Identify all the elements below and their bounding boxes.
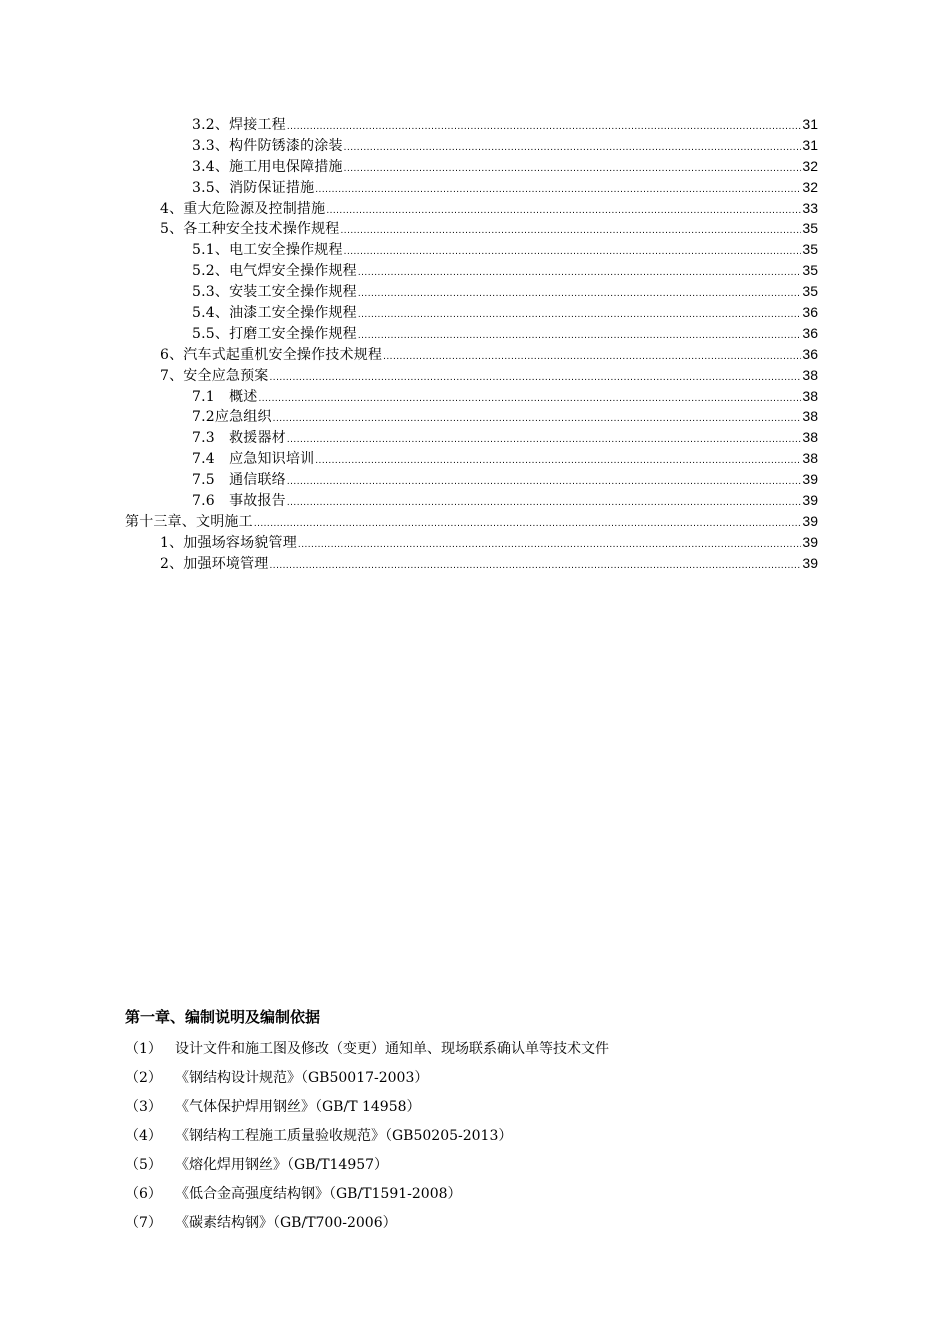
- basis-list-item: [125, 1180, 825, 1209]
- toc-entry[interactable]: [0, 406, 950, 427]
- basis-list-item: [125, 1209, 825, 1238]
- toc-entry[interactable]: [0, 114, 950, 135]
- toc-page-number: 33: [802, 199, 818, 216]
- toc-label: 7.5 通信联络: [192, 472, 286, 489]
- toc-label: 7.2应急组织: [192, 409, 272, 426]
- toc-entry[interactable]: [0, 135, 950, 156]
- toc-label: 7.3 救援器材: [192, 430, 286, 447]
- toc-entry[interactable]: [0, 302, 950, 323]
- toc-entry[interactable]: [0, 177, 950, 198]
- toc-label: 5.3、安装工安全操作规程: [192, 284, 357, 301]
- toc-leader: [270, 556, 802, 577]
- chapter-section: [125, 1005, 825, 1238]
- basis-item-text: 《钢结构设计规范》（GB50017-2003）: [175, 1070, 429, 1086]
- toc-entry[interactable]: [0, 490, 950, 511]
- toc-label: 5.2、电气焊安全操作规程: [192, 263, 357, 280]
- toc-page-number: 35: [802, 262, 818, 279]
- basis-list-item: [125, 1064, 825, 1093]
- basis-item-number: （4）: [125, 1128, 162, 1144]
- basis-list-item: [125, 1151, 825, 1180]
- basis-item-number: （3）: [125, 1099, 162, 1115]
- table-of-contents: [0, 114, 950, 574]
- toc-entry[interactable]: [0, 218, 950, 239]
- toc-label: 7.4 应急知识培训: [192, 451, 315, 468]
- toc-page-number: 31: [802, 136, 818, 153]
- toc-label: 5.4、油漆工安全操作规程: [192, 305, 357, 322]
- toc-label: 3.5、消防保证措施: [192, 179, 315, 196]
- toc-page-number: 35: [802, 283, 818, 300]
- toc-label: 第十三章、文明施工: [125, 513, 253, 530]
- toc-entry[interactable]: [0, 198, 950, 219]
- toc-label: 3.3、构件防锈漆的涂装: [192, 137, 343, 154]
- toc-page-number: 39: [802, 533, 818, 550]
- basis-item-number: （7）: [125, 1215, 162, 1231]
- basis-item-number: （1）: [125, 1041, 162, 1057]
- toc-page-number: 38: [802, 408, 818, 425]
- toc-page-number: 35: [802, 241, 818, 258]
- basis-item-text: 设计文件和施工图及修改（变更）通知单、现场联系确认单等技术文件: [175, 1041, 609, 1057]
- toc-page-number: 39: [802, 471, 818, 488]
- toc-label: 7、安全应急预案: [160, 367, 269, 384]
- toc-entry[interactable]: [0, 511, 950, 532]
- basis-list-item: [125, 1122, 825, 1151]
- toc-entry[interactable]: [0, 553, 950, 574]
- toc-page-number: 39: [802, 492, 818, 509]
- chapter-title: 第一章、编制说明及编制依据: [125, 1008, 321, 1026]
- toc-entry[interactable]: [0, 156, 950, 177]
- toc-label: 5.5、打磨工安全操作规程: [192, 325, 357, 342]
- toc-page-number: 36: [802, 304, 818, 321]
- basis-item-text: 《气体保护焊用钢丝》（GB/T 14958）: [175, 1099, 421, 1115]
- toc-label: 6、汽车式起重机安全操作技术规程: [160, 346, 383, 363]
- toc-entry[interactable]: [0, 532, 950, 553]
- toc-entry[interactable]: [0, 281, 950, 302]
- toc-label: 3.4、施工用电保障措施: [192, 158, 343, 175]
- toc-entry[interactable]: [0, 386, 950, 407]
- toc-label: 3.2、焊接工程: [192, 117, 286, 133]
- basis-item-text: 《熔化焊用钢丝》（GB/T14957）: [175, 1157, 389, 1173]
- toc-page-number: 38: [802, 429, 818, 446]
- toc-page-number: 39: [802, 554, 818, 571]
- toc-page-number: 35: [802, 220, 818, 237]
- toc-entry[interactable]: [0, 239, 950, 260]
- toc-page-number: 31: [802, 116, 818, 132]
- basis-item-number: （2）: [125, 1070, 162, 1086]
- toc-page-number: 38: [802, 387, 818, 404]
- toc-entry[interactable]: [0, 427, 950, 448]
- toc-entry[interactable]: [0, 448, 950, 469]
- toc-label: 7.1 概述: [192, 388, 258, 405]
- toc-label: 5、各工种安全技术操作规程: [160, 221, 340, 238]
- basis-item-number: （6）: [125, 1186, 162, 1202]
- toc-page-number: 39: [802, 512, 818, 529]
- toc-label: 7.6 事故报告: [192, 493, 286, 510]
- toc-entry[interactable]: [0, 323, 950, 344]
- toc-label: 4、重大危险源及控制措施: [160, 200, 326, 217]
- basis-item-number: （5）: [125, 1157, 162, 1173]
- basis-list-item: [125, 1035, 825, 1064]
- toc-page-number: 38: [802, 366, 818, 383]
- toc-entry[interactable]: [0, 365, 950, 386]
- toc-page-number: 32: [802, 157, 818, 174]
- toc-page-number: 36: [802, 345, 818, 362]
- toc-entry[interactable]: [0, 469, 950, 490]
- toc-entry[interactable]: [0, 260, 950, 281]
- toc-label: 5.1、电工安全操作规程: [192, 242, 343, 259]
- basis-list-item: [125, 1093, 825, 1122]
- toc-entry[interactable]: [0, 344, 950, 365]
- toc-label: 2、加强环境管理: [160, 555, 269, 572]
- basis-item-text: 《碳素结构钢》（GB/T700-2006）: [175, 1215, 397, 1231]
- basis-item-text: 《低合金高强度结构钢》（GB/T1591-2008）: [175, 1186, 462, 1202]
- toc-page-number: 36: [802, 324, 818, 341]
- toc-page-number: 38: [802, 450, 818, 467]
- basis-item-text: 《钢结构工程施工质量验收规范》（GB50205-2013）: [175, 1128, 513, 1144]
- toc-page-number: 32: [802, 178, 818, 195]
- toc-label: 1、加强场容场貌管理: [160, 534, 297, 551]
